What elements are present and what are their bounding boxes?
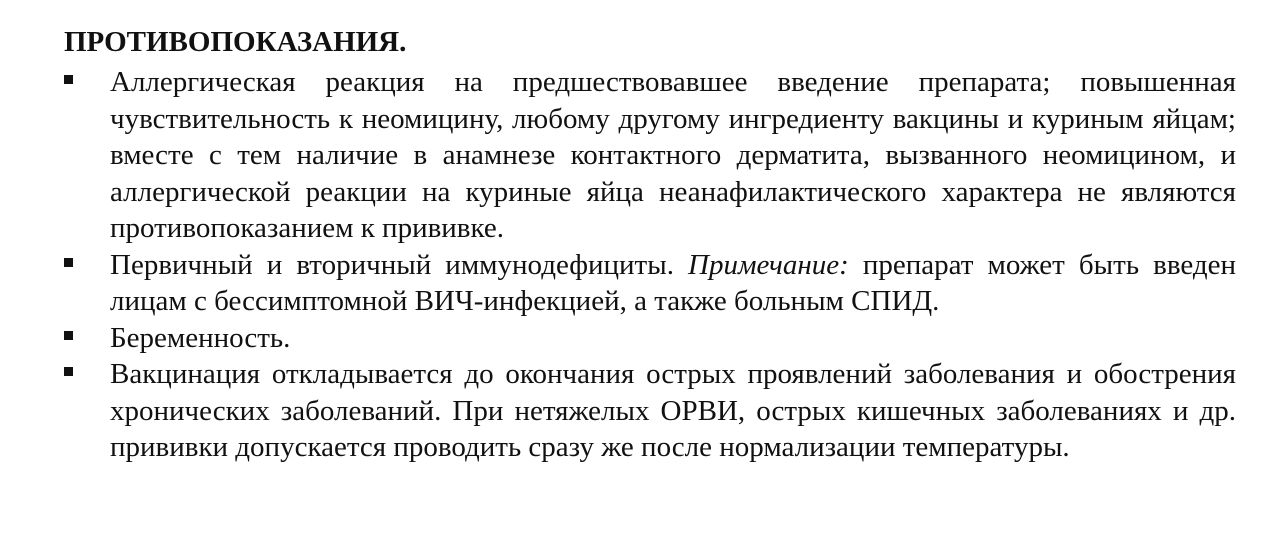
- list-item-text: Аллергическая реакция на предшествовавшее введение препарата; повышенная чувствительность к неомицину, любому другому ингредиенту вакцины и куриным яйцам; вместе с тем наличие в анамнезе контактного дерматита, вызванного неомицином, и аллергической реакции на куриные яйца неанафилактического характера не являются противопоказанием к прививке.: [110, 66, 1236, 244]
- section-heading: ПРОТИВОПОКАЗАНИЯ.: [64, 26, 407, 58]
- list-item-text: Вакцинация откладывается до окончания острых проявлений заболевания и обострения хронических заболеваний. При нетяжелых ОРВИ, острых кишечных заболеваниях и др. прививки допускается проводить сразу же после нормализации температуры.: [110, 358, 1236, 463]
- list-item: [60, 64, 1236, 247]
- square-bullet-icon: [64, 367, 73, 376]
- list-item-text: Беременность.: [110, 321, 291, 354]
- square-bullet-icon: [64, 258, 73, 267]
- note-label: Примечание:: [688, 248, 849, 281]
- list-item: [60, 356, 1236, 466]
- contraindications-list: [60, 64, 1236, 466]
- list-item: [60, 320, 1236, 357]
- list-item-main-text: Первичный и вторичный иммунодефициты.: [110, 248, 674, 281]
- note-text: препарат может быть введен лицам с бессимптомной ВИЧ-инфекцией, а также больным СПИД.: [110, 248, 1236, 317]
- square-bullet-icon: [64, 331, 73, 340]
- list-item: [60, 247, 1236, 320]
- list-item-text: [110, 247, 1236, 320]
- square-bullet-icon: [64, 75, 73, 84]
